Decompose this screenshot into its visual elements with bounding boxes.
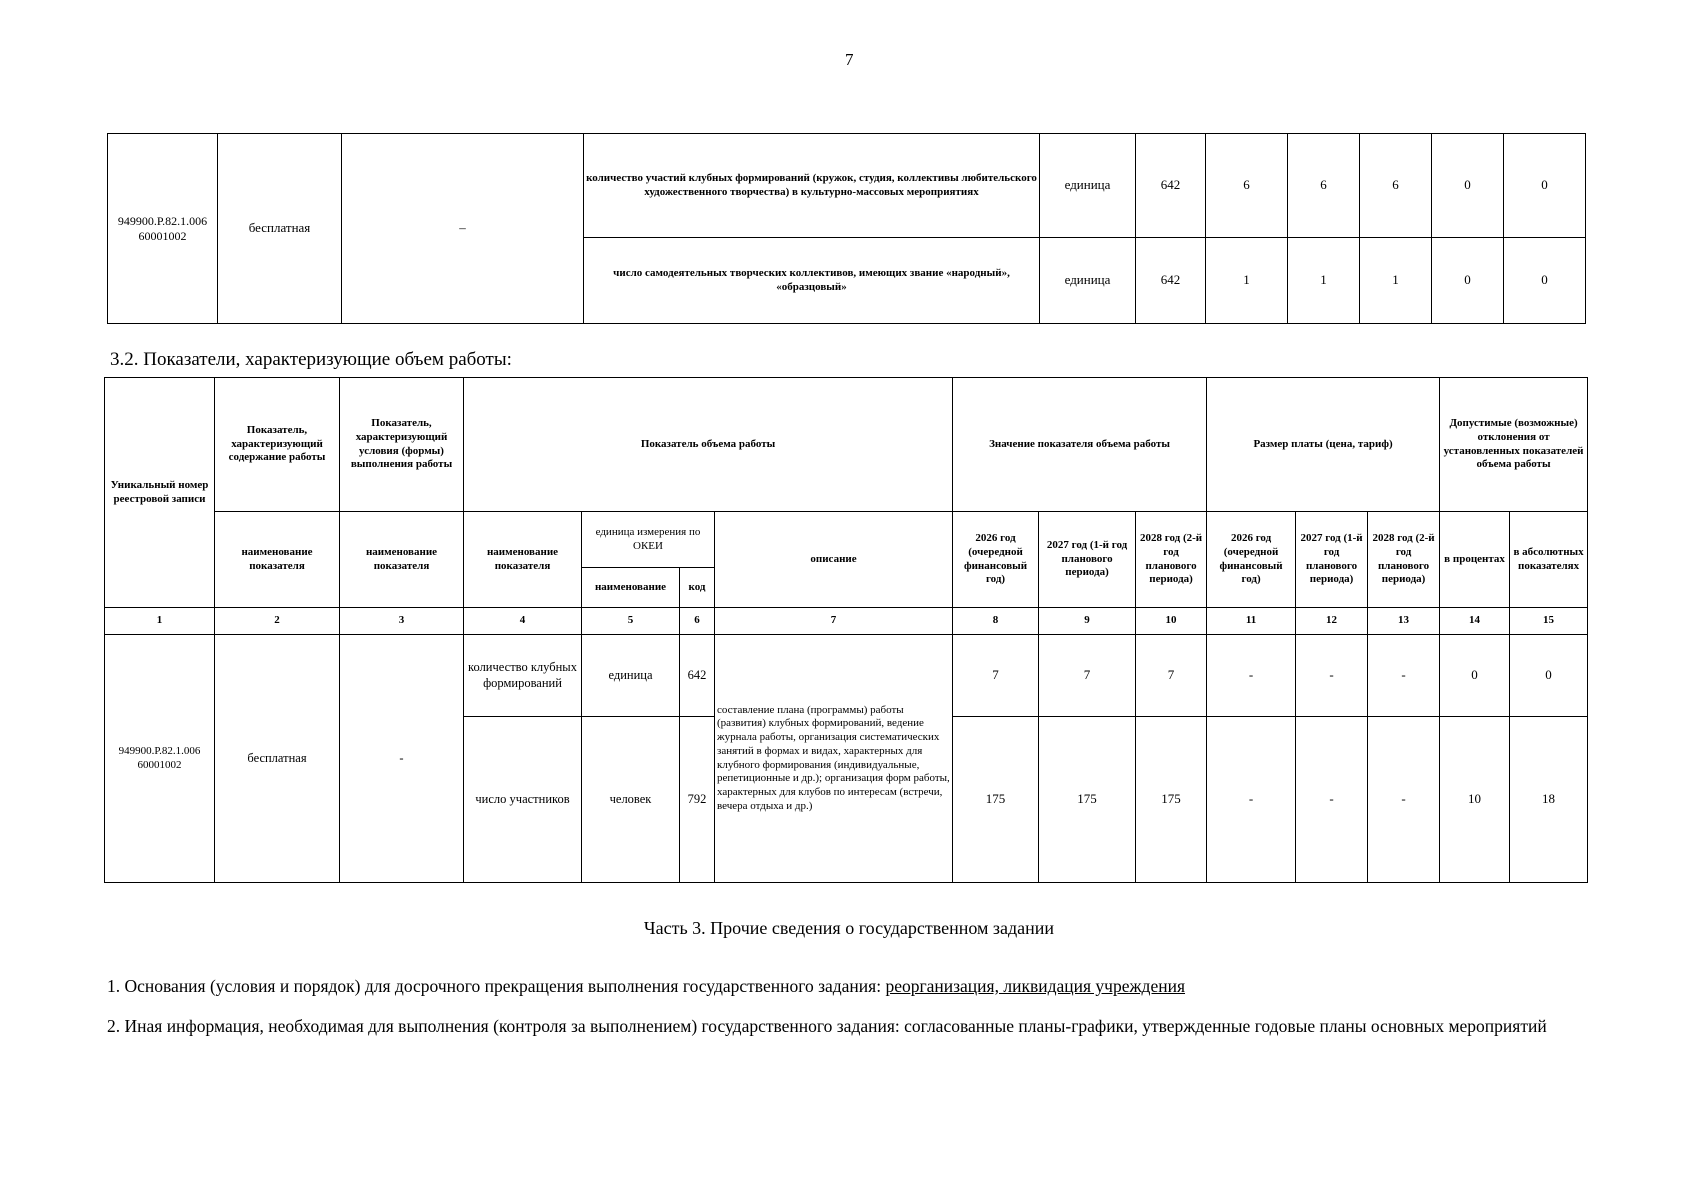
header-condition-indicator: Показатель, характеризующий условия (формы) выполнения работы [340, 378, 464, 512]
indicator-name-cell: количество клубных формирований [464, 635, 582, 717]
header-content-indicator: Показатель, характеризующий содержание работы [215, 378, 340, 512]
content-cell: бесплатная [218, 134, 342, 324]
deviation-absolute-cell: 0 [1504, 134, 1586, 238]
header-volume-indicator: Показатель объема работы [464, 378, 953, 512]
value-2027-cell: 7 [1039, 635, 1136, 717]
fee-2026-cell: - [1207, 717, 1296, 883]
unit-cell: единица [582, 635, 680, 717]
unit-cell: человек [582, 717, 680, 883]
column-number: 2 [215, 608, 340, 635]
header-fee-2026: 2026 год (очередной финансовый год) [1207, 512, 1296, 608]
column-number: 10 [1136, 608, 1207, 635]
value-cell: 6 [1360, 134, 1432, 238]
unit-cell: единица [1040, 134, 1136, 238]
header-description: описание [715, 512, 953, 608]
column-number: 4 [464, 608, 582, 635]
fee-2027-cell: - [1296, 717, 1368, 883]
condition-cell: – [342, 134, 584, 324]
code-cell: 642 [1136, 134, 1206, 238]
header-fee-2028: 2028 год (2-й год планового периода) [1368, 512, 1440, 608]
header-fee-2027: 2027 год (1-й год планового периода) [1296, 512, 1368, 608]
fee-2028-cell: - [1368, 635, 1440, 717]
termination-grounds-value: реорганизация, ликвидация учреждения [885, 976, 1186, 996]
fee-2026-cell: - [1207, 635, 1296, 717]
column-number: 13 [1368, 608, 1440, 635]
column-number: 3 [340, 608, 464, 635]
deviation-percent-cell: 10 [1440, 717, 1510, 883]
header-deviation: Допустимые (возможные) отклонения от установленных показателей объема работы [1440, 378, 1588, 512]
column-number: 6 [680, 608, 715, 635]
column-number: 1 [105, 608, 215, 635]
header-year-2027: 2027 год (1-й год планового периода) [1039, 512, 1136, 608]
header-indicator-name: наименование показателя [215, 512, 340, 608]
value-2026-cell: 7 [953, 635, 1039, 717]
quality-indicators-table [107, 133, 1586, 324]
deviation-absolute-cell: 0 [1504, 238, 1586, 324]
deviation-absolute-cell: 18 [1510, 717, 1588, 883]
condition-cell: - [340, 635, 464, 883]
column-number: 5 [582, 608, 680, 635]
indicator-name-cell: число самодеятельных творческих коллективов, имеющих звание «народный», «образцовый» [584, 238, 1040, 324]
part-title: Часть 3. Прочие сведения о государственном задании [643, 918, 1055, 938]
header-in-percent: в процентах [1440, 512, 1510, 608]
column-number: 12 [1296, 608, 1368, 635]
code-cell: 792 [680, 717, 715, 883]
termination-grounds-label: 1. Основания (условия и порядок) для досрочного прекращения выполнения государственного задания: [107, 976, 886, 996]
header-year-2026: 2026 год (очередной финансовый год) [953, 512, 1039, 608]
deviation-percent-cell: 0 [1440, 635, 1510, 717]
header-indicator-name: наименование показателя [464, 512, 582, 608]
record-id-cell: 949900.Р.82.1.006 60001002 [108, 134, 218, 324]
column-number: 8 [953, 608, 1039, 635]
other-info-paragraph: 2. Иная информация, необходимая для выполнения (контроля за выполнением) государственного задания: согласованные планы-графики, утвержденные годовые планы основных мероприятий [107, 1016, 1547, 1036]
volume-indicators-table [104, 377, 1588, 883]
indicator-name-cell: число участников [464, 717, 582, 883]
value-cell: 1 [1360, 238, 1432, 324]
termination-grounds-paragraph [107, 973, 1587, 999]
unit-cell: единица [1040, 238, 1136, 324]
header-fee: Размер платы (цена, тариф) [1207, 378, 1440, 512]
value-cell: 6 [1206, 134, 1288, 238]
header-okei-code: код [680, 568, 715, 608]
section-heading: 3.2. Показатели, характеризующие объем работы: [110, 349, 512, 370]
column-number: 11 [1207, 608, 1296, 635]
value-2028-cell: 7 [1136, 635, 1207, 717]
column-number: 15 [1510, 608, 1588, 635]
header-volume-value: Значение показателя объема работы [953, 378, 1207, 512]
description-cell: составление плана (программы) работы (развития) клубных формирований, ведение журнала работы, организация систематических занятий в формах и видах, характерных для клубного формирования (индивидуальные, репетиционные и др.); организация форм работы, характерных для клубов по интересам (встречи, вечера отдыха и др.) [715, 635, 953, 883]
header-unique-number: Уникальный номер реестровой записи [105, 378, 215, 608]
header-in-absolute: в абсолютных показателях [1510, 512, 1588, 608]
deviation-percent-cell: 0 [1432, 238, 1504, 324]
value-2028-cell: 175 [1136, 717, 1207, 883]
value-2026-cell: 175 [953, 717, 1039, 883]
column-number: 7 [715, 608, 953, 635]
header-indicator-name: наименование показателя [340, 512, 464, 608]
code-cell: 642 [1136, 238, 1206, 324]
deviation-absolute-cell: 0 [1510, 635, 1588, 717]
value-cell: 1 [1288, 238, 1360, 324]
indicator-name-cell: количество участий клубных формирований (кружок, студия, коллективы любительского художественного творчества) в культурно-массовых мероприятиях [584, 134, 1040, 238]
value-cell: 6 [1288, 134, 1360, 238]
code-cell: 642 [680, 635, 715, 717]
content-cell: бесплатная [215, 635, 340, 883]
fee-2027-cell: - [1296, 635, 1368, 717]
value-cell: 1 [1206, 238, 1288, 324]
header-okei-name: наименование [582, 568, 680, 608]
record-id-cell: 949900.Р.82.1.006 60001002 [105, 635, 215, 883]
header-year-2028: 2028 год (2-й год планового периода) [1136, 512, 1207, 608]
column-number: 14 [1440, 608, 1510, 635]
value-2027-cell: 175 [1039, 717, 1136, 883]
page-number: 7 [845, 50, 854, 69]
column-number: 9 [1039, 608, 1136, 635]
deviation-percent-cell: 0 [1432, 134, 1504, 238]
header-okei-unit: единица измерения по ОКЕИ [582, 512, 715, 568]
fee-2028-cell: - [1368, 717, 1440, 883]
